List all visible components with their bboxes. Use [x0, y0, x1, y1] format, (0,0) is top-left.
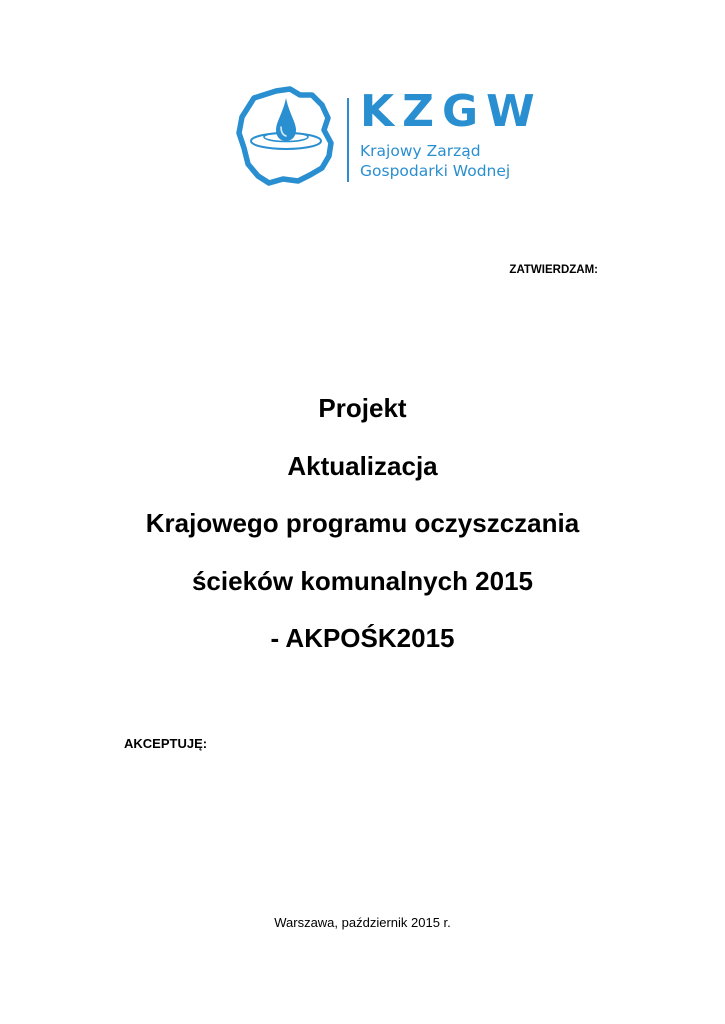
title-line: Aktualizacja — [287, 450, 438, 481]
place-date: Warszawa, październik 2015 r. — [274, 915, 451, 930]
poland-map-water-drop-icon — [236, 86, 340, 188]
logo-divider — [347, 98, 349, 182]
kzgw-logo — [236, 86, 543, 190]
document-title — [0, 380, 725, 668]
title-line: Projekt — [318, 393, 407, 423]
logo-name-line-1: Krajowy Zarząd — [360, 142, 481, 160]
acceptance-label: AKCEPTUJĘ: — [124, 736, 208, 751]
approval-label: ZATWIERDZAM: — [509, 264, 598, 276]
logo-acronym: KZGW — [360, 86, 543, 137]
logo-name-line-2: Gospodarki Wodnej — [360, 162, 511, 180]
title-line: ścieków komunalnych 2015 — [191, 565, 534, 596]
title-line: - AKPOŚK2015 — [270, 623, 455, 653]
title-line: Krajowego programu oczyszczania — [145, 508, 580, 538]
